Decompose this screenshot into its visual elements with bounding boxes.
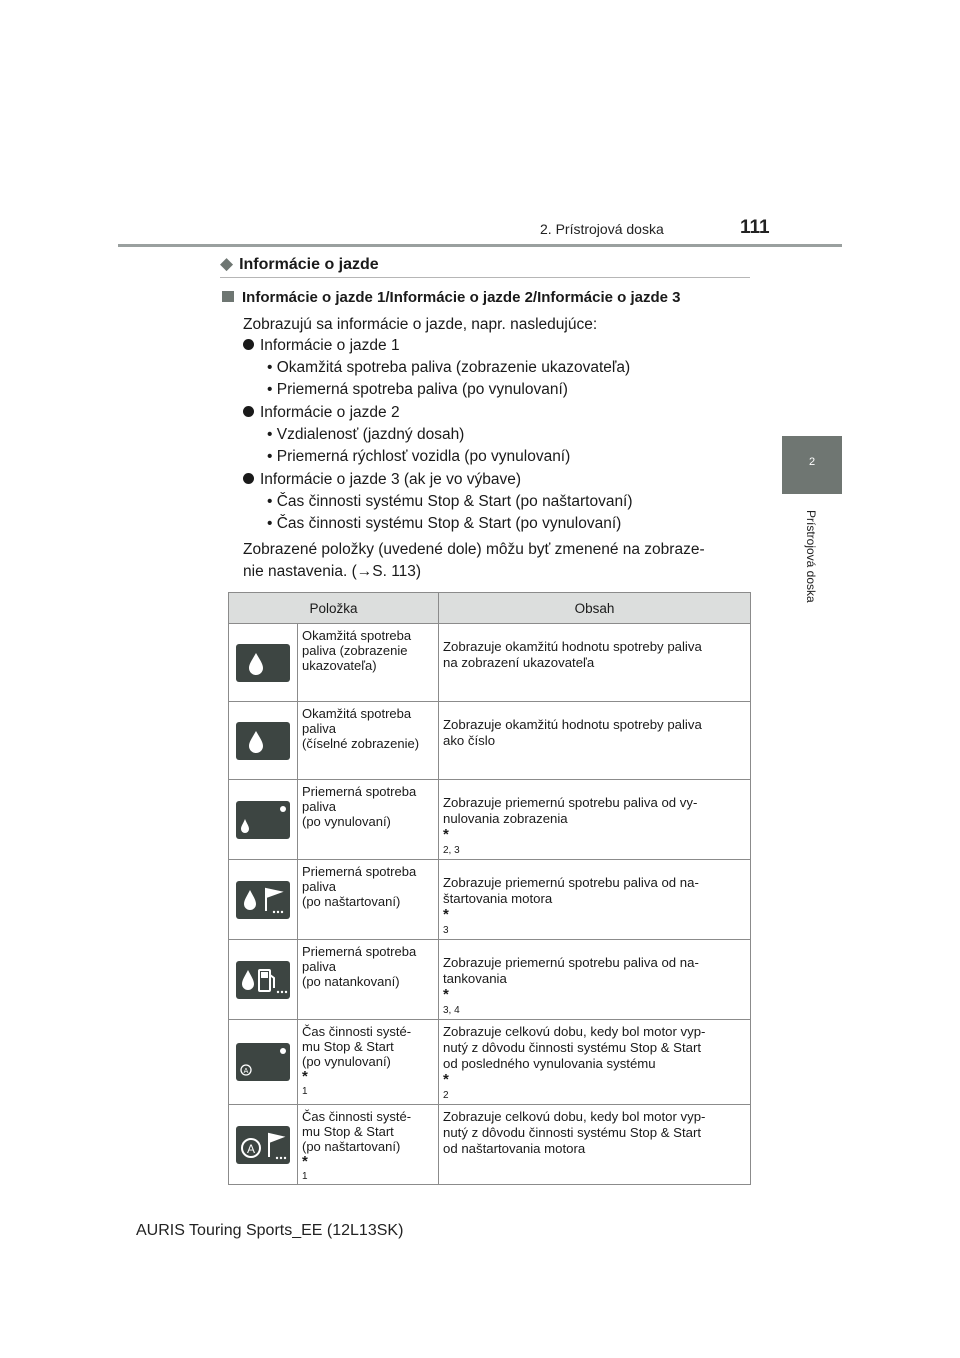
item-desc-line: Zobrazuje celkovú dobu, kedy bol motor vyp- xyxy=(443,1109,706,1124)
item-name-line xyxy=(302,1139,435,1184)
item-name-text: (po naštartovaní) xyxy=(302,1139,401,1154)
header-divider xyxy=(118,244,842,247)
item-name-cell xyxy=(298,702,439,780)
item-name-line: Priemerná spotreba xyxy=(302,784,417,799)
chapter-side-label: Prístrojová doska xyxy=(804,510,818,603)
group-bullet xyxy=(243,404,400,422)
stop-start-reset-icon xyxy=(236,1043,290,1081)
item-name-line: paliva (zobrazenie xyxy=(302,643,408,658)
fuel-drop-icon xyxy=(236,644,290,682)
item-desc-cell xyxy=(439,1020,751,1105)
item-desc-cell xyxy=(439,860,751,940)
item-name-cell xyxy=(298,780,439,860)
icon-cell xyxy=(229,860,298,940)
footnote-star: * xyxy=(302,1153,308,1170)
group-item: • Okamžitá spotreba paliva (zobrazenie ukazovateľa) xyxy=(267,359,631,376)
item-desc-line: Zobrazuje celkovú dobu, kedy bol motor vyp- xyxy=(443,1024,706,1039)
footer-model: AURIS Touring Sports_EE (12L13SK) xyxy=(136,1222,404,1239)
icon-cell xyxy=(229,1020,298,1105)
circle-bullet-icon xyxy=(243,473,254,484)
item-desc-text: od posledného vynulovania systému xyxy=(443,1056,656,1071)
group-title: Informácie o jazde 2 xyxy=(260,404,400,421)
note-line: nie nastavenia. (→S. 113) xyxy=(243,563,422,580)
footnote-star: * xyxy=(302,1068,308,1085)
circle-bullet-icon xyxy=(243,339,254,350)
fuel-drop-pump-icon xyxy=(236,961,290,999)
item-name-cell xyxy=(298,860,439,940)
icon-cell xyxy=(229,1105,298,1185)
item-name-text: (po vynulovaní) xyxy=(302,1054,391,1069)
subsection-heading xyxy=(222,289,680,306)
item-desc-line: na zobrazení ukazovateľa xyxy=(443,655,595,670)
item-name-cell xyxy=(298,1105,439,1185)
item-name-cell xyxy=(298,1020,439,1105)
item-name-line: (číselné zobrazenie) xyxy=(302,736,420,751)
item-name-line: Priemerná spotreba xyxy=(302,944,417,959)
column-header-content: Obsah xyxy=(439,593,751,624)
section-heading-rule xyxy=(220,277,750,278)
subsection-heading-text: Informácie o jazde 1/Informácie o jazde 2/Informácie o jazde 3 xyxy=(242,289,681,306)
item-name-line: Čas činnosti systé- xyxy=(302,1109,412,1124)
item-name-line: Okamžitá spotreba xyxy=(302,706,412,721)
item-desc-text: nulovania zobrazenia xyxy=(443,811,568,826)
item-desc-line xyxy=(443,1056,746,1104)
chapter-tab-number: 2 xyxy=(808,456,816,468)
group-bullet xyxy=(243,471,521,489)
icon-cell xyxy=(229,940,298,1020)
table-row xyxy=(229,780,751,860)
icon-cell xyxy=(229,702,298,780)
item-desc-cell xyxy=(439,1105,751,1185)
item-desc-cell xyxy=(439,940,751,1020)
table-header-row xyxy=(229,593,751,624)
item-name-line: mu Stop & Start xyxy=(302,1124,394,1139)
item-desc-line xyxy=(443,811,746,859)
item-desc-line: Zobrazuje priemernú spotrebu paliva od na- xyxy=(443,875,699,890)
item-name-line: (po naštartovaní) xyxy=(302,894,401,909)
item-name-line: paliva xyxy=(302,799,336,814)
item-desc-line: Zobrazuje okamžitú hodnotu spotreby paliva xyxy=(443,717,702,732)
item-name-line: paliva xyxy=(302,879,336,894)
items-table xyxy=(228,592,751,1185)
table-row xyxy=(229,940,751,1020)
item-desc-line: Zobrazuje priemernú spotrebu paliva od na- xyxy=(443,955,699,970)
column-header-item: Položka xyxy=(229,593,439,624)
item-name-cell xyxy=(298,624,439,702)
group-bullet xyxy=(243,337,400,355)
footnote-ref: 1 xyxy=(302,1171,308,1182)
svg-text:A: A xyxy=(243,1068,249,1075)
group-item: • Čas činnosti systému Stop & Start (po naštartovaní) xyxy=(267,493,633,510)
icon-cell xyxy=(229,780,298,860)
chapter-side-label-wrap xyxy=(804,510,824,620)
item-desc-line: Zobrazuje okamžitú hodnotu spotreby paliva xyxy=(443,639,702,654)
footnote-star: * xyxy=(443,1071,449,1088)
footnote-ref: 3, 4 xyxy=(443,1005,460,1016)
fuel-drop-reset-icon xyxy=(236,801,290,839)
footnote-ref: 2, 3 xyxy=(443,845,460,856)
item-desc-line xyxy=(443,971,746,1019)
item-desc-cell xyxy=(439,624,751,702)
circle-bullet-icon xyxy=(243,406,254,417)
footnote-ref: 1 xyxy=(302,1086,308,1097)
item-desc-line xyxy=(443,891,746,939)
chapter-tab xyxy=(782,436,842,494)
footnote-ref: 3 xyxy=(443,925,449,936)
item-desc-line: Zobrazuje priemernú spotrebu paliva od vy- xyxy=(443,795,698,810)
footnote-ref: 2 xyxy=(443,1090,449,1101)
table-row xyxy=(229,1020,751,1105)
item-name-cell xyxy=(298,940,439,1020)
note-line: Zobrazené položky (uvedené dole) môžu byť zmenené na zobraze- xyxy=(243,541,705,558)
header-section-title: 2. Prístrojová doska xyxy=(540,221,664,237)
item-name-line: Čas činnosti systé- xyxy=(302,1024,412,1039)
fuel-drop-flag-icon xyxy=(236,881,290,919)
group-item: • Priemerná rýchlosť vozidla (po vynulovaní) xyxy=(267,448,571,465)
item-desc-line: ako číslo xyxy=(443,733,496,748)
fuel-drop-icon xyxy=(236,722,290,760)
item-desc-line: od naštartovania motora xyxy=(443,1141,586,1156)
section-heading xyxy=(220,254,379,274)
item-name-line: (po vynulovaní) xyxy=(302,814,391,829)
table-row xyxy=(229,860,751,940)
table-row xyxy=(229,1105,751,1185)
item-name-line: paliva xyxy=(302,721,336,736)
item-desc-cell xyxy=(439,702,751,780)
item-name-line: (po natankovaní) xyxy=(302,974,400,989)
diamond-icon: ◆ xyxy=(220,254,234,273)
footnote-star: * xyxy=(443,986,449,1003)
icon-cell xyxy=(229,624,298,702)
footnote-star: * xyxy=(443,826,449,843)
item-desc-cell xyxy=(439,780,751,860)
svg-text:A: A xyxy=(246,1141,256,1156)
group-item: • Čas činnosti systému Stop & Start (po vynulovaní) xyxy=(267,515,622,532)
group-title: Informácie o jazde 3 (ak je vo výbave) xyxy=(260,471,522,488)
stop-start-flag-icon xyxy=(236,1126,290,1164)
table-row xyxy=(229,624,751,702)
footnote-star: * xyxy=(443,906,449,923)
item-name-line: Priemerná spotreba xyxy=(302,864,417,879)
square-bullet-icon xyxy=(222,291,234,302)
item-name-line xyxy=(302,1054,435,1099)
group-title: Informácie o jazde 1 xyxy=(260,337,400,354)
item-name-line: ukazovateľa) xyxy=(302,658,377,673)
group-item: • Priemerná spotreba paliva (po vynulovaní) xyxy=(267,381,568,398)
intro-text: Zobrazujú sa informácie o jazde, napr. nasledujúce: xyxy=(243,316,598,333)
item-name-line: paliva xyxy=(302,959,336,974)
item-name-line: Okamžitá spotreba xyxy=(302,628,412,643)
section-heading-text: Informácie o jazde xyxy=(239,256,379,273)
item-desc-text: štartovania motora xyxy=(443,891,553,906)
table-row xyxy=(229,702,751,780)
page-number: 111 xyxy=(740,217,770,238)
item-name-line: mu Stop & Start xyxy=(302,1039,394,1054)
group-item: • Vzdialenosť (jazdný dosah) xyxy=(267,426,465,443)
item-desc-text: tankovania xyxy=(443,971,507,986)
item-desc-line: nutý z dôvodu činnosti systému Stop & Start xyxy=(443,1125,702,1140)
item-desc-line: nutý z dôvodu činnosti systému Stop & Start xyxy=(443,1040,702,1055)
